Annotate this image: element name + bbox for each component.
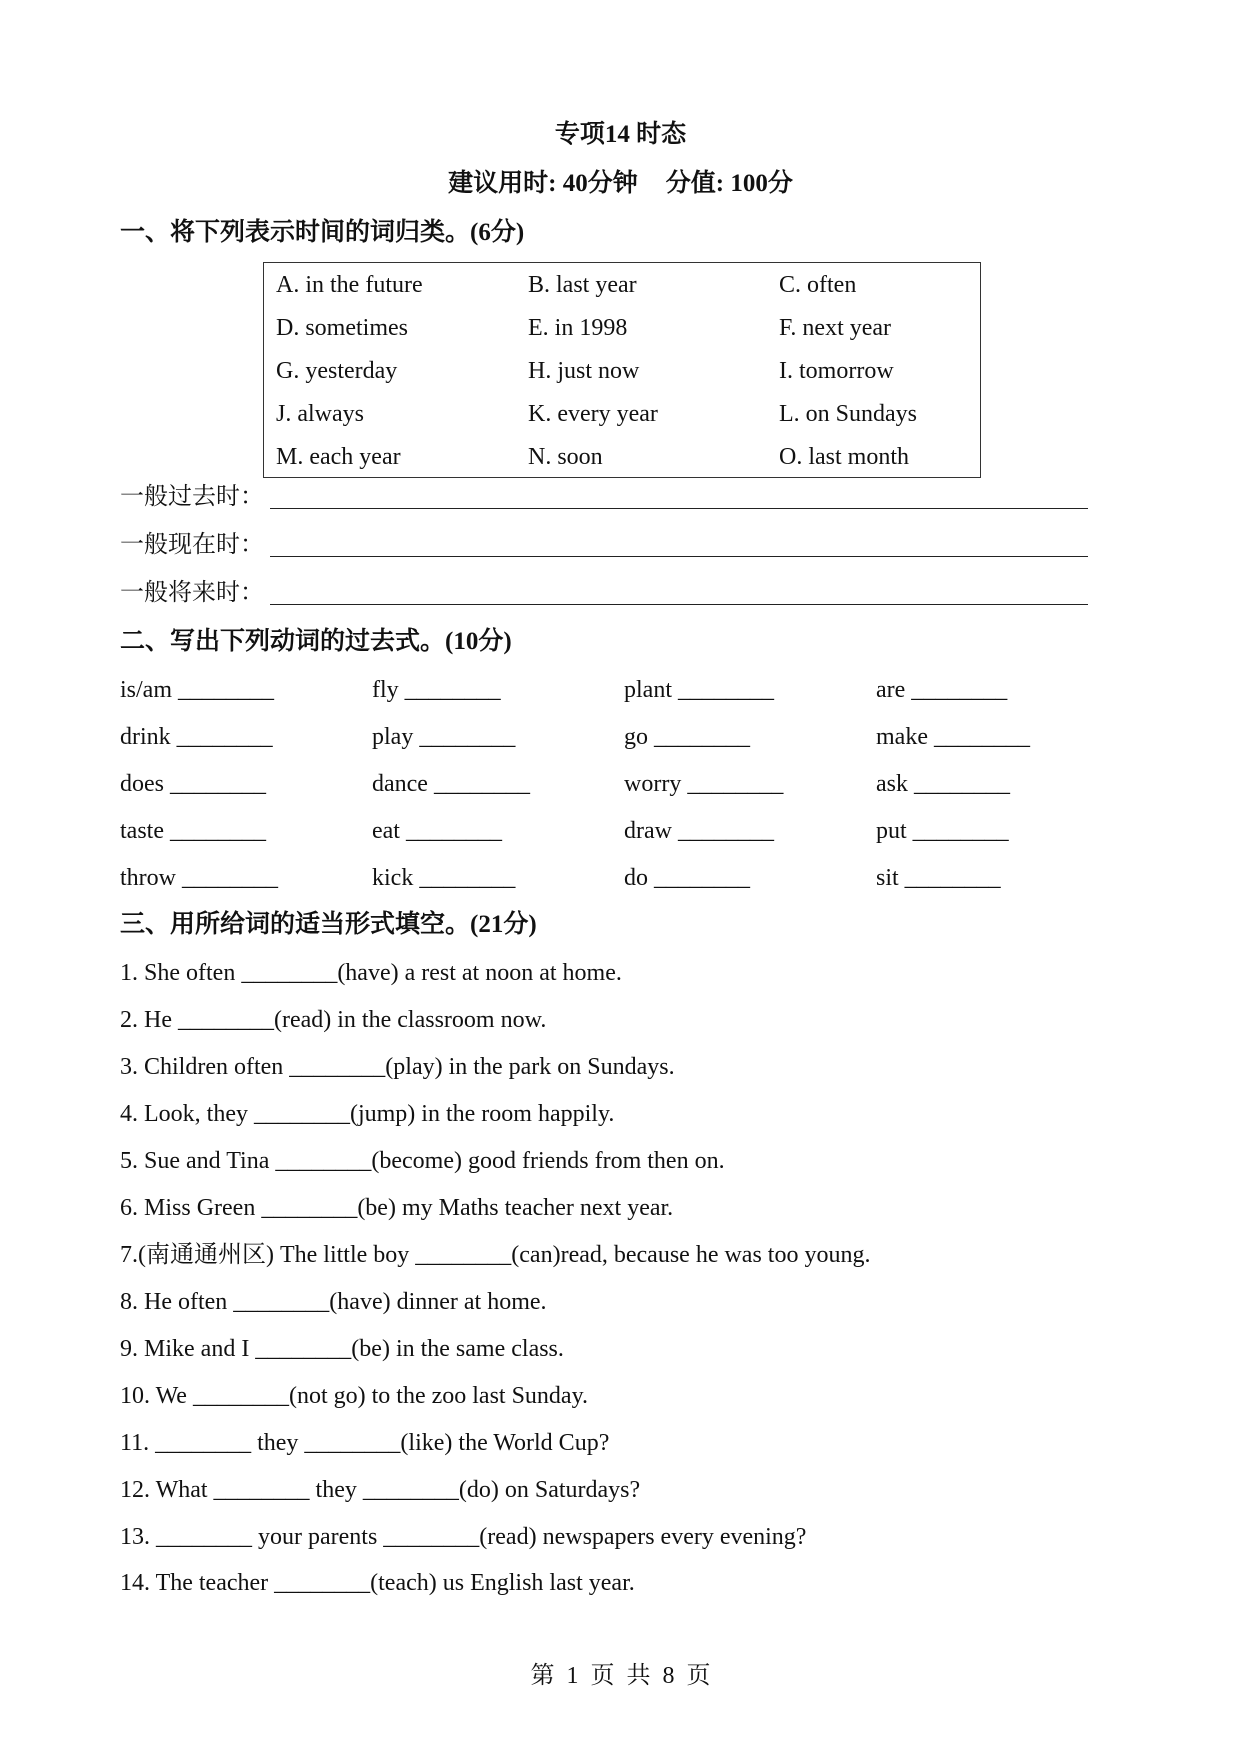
word-item: M. each year <box>276 444 401 470</box>
question-item[interactable]: 11. ________ they ________(like) the World Cup? <box>120 1430 610 1456</box>
question-item[interactable]: 6. Miss Green ________(be) my Maths teacher next year. <box>120 1195 674 1221</box>
word-item: N. soon <box>528 444 603 470</box>
category-future-label: 一般将来时： <box>120 580 264 606</box>
suggested-time: 建议用时: 40分钟 <box>448 170 638 197</box>
word-item: C. often <box>779 272 857 298</box>
word-item: D. sometimes <box>276 315 408 341</box>
page-title: 专项14 时态 <box>554 121 687 148</box>
category-past-answer-line[interactable] <box>270 508 1088 509</box>
question-item[interactable]: 1. She often ________(have) a rest at noon at home. <box>120 960 622 986</box>
word-item: I. tomorrow <box>779 358 894 384</box>
question-item[interactable]: 2. He ________(read) in the classroom now. <box>120 1007 547 1033</box>
verb-item[interactable]: put ________ <box>876 818 1009 844</box>
verb-item[interactable]: throw ________ <box>120 865 278 891</box>
total-score: 分值: 100分 <box>665 170 793 197</box>
word-item: A. in the future <box>276 272 423 298</box>
verb-item[interactable]: go ________ <box>624 724 750 750</box>
verb-item[interactable]: taste ________ <box>120 818 266 844</box>
word-item: K. every year <box>528 401 658 427</box>
category-present-answer-line[interactable] <box>270 556 1088 557</box>
question-item[interactable]: 13. ________ your parents ________(read) newspapers every evening? <box>120 1524 807 1550</box>
question-item[interactable]: 8. He often ________(have) dinner at home. <box>120 1289 547 1315</box>
verb-item[interactable]: draw ________ <box>624 818 774 844</box>
word-bank-box <box>263 262 981 478</box>
verb-item[interactable]: is/am ________ <box>120 677 274 703</box>
page-number: 第 1 页 共 8 页 <box>530 1663 711 1689</box>
word-item: J. always <box>276 401 364 427</box>
verb-item[interactable]: sit ________ <box>876 865 1001 891</box>
verb-item[interactable]: kick ________ <box>372 865 516 891</box>
question-item[interactable]: 7.(南通通州区) The little boy ________(can)read, because he was too young. <box>120 1242 871 1268</box>
verb-item[interactable]: drink ________ <box>120 724 273 750</box>
category-present-label: 一般现在时： <box>120 532 264 558</box>
word-item: B. last year <box>528 272 637 298</box>
category-future-answer-line[interactable] <box>270 604 1088 605</box>
verb-item[interactable]: eat ________ <box>372 818 502 844</box>
verb-item[interactable]: worry ________ <box>624 771 784 797</box>
verb-item[interactable]: are ________ <box>876 677 1008 703</box>
question-item[interactable]: 12. What ________ they ________(do) on Saturdays? <box>120 1477 641 1503</box>
question-item[interactable]: 5. Sue and Tina ________(become) good friends from then on. <box>120 1148 725 1174</box>
word-item: O. last month <box>779 444 909 470</box>
question-item[interactable]: 3. Children often ________(play) in the park on Sundays. <box>120 1054 675 1080</box>
word-item: F. next year <box>779 315 892 341</box>
question-item[interactable]: 10. We ________(not go) to the zoo last Sunday. <box>120 1383 589 1409</box>
verb-item[interactable]: dance ________ <box>372 771 530 797</box>
question-item[interactable]: 14. The teacher ________(teach) us English last year. <box>120 1570 635 1596</box>
section3-heading: 三、用所给词的适当形式填空。(21分) <box>120 911 537 938</box>
page-subtitle <box>0 167 1241 201</box>
question-item[interactable]: 4. Look, they ________(jump) in the room happily. <box>120 1101 615 1127</box>
word-item: L. on Sundays <box>779 401 917 427</box>
word-item: H. just now <box>528 358 640 384</box>
word-item: E. in 1998 <box>528 315 628 341</box>
word-item: G. yesterday <box>276 358 398 384</box>
section2-heading: 二、写出下列动词的过去式。(10分) <box>120 628 512 655</box>
verb-item[interactable]: do ________ <box>624 865 750 891</box>
question-item[interactable]: 9. Mike and I ________(be) in the same class. <box>120 1336 564 1362</box>
section1-heading: 一、将下列表示时间的词归类。(6分) <box>120 219 525 246</box>
verb-item[interactable]: ask ________ <box>876 771 1010 797</box>
verb-item[interactable]: plant ________ <box>624 677 774 703</box>
verb-item[interactable]: make ________ <box>876 724 1030 750</box>
verb-item[interactable]: does ________ <box>120 771 266 797</box>
category-past-label: 一般过去时： <box>120 484 264 510</box>
verb-item[interactable]: play ________ <box>372 724 516 750</box>
verb-item[interactable]: fly ________ <box>372 677 501 703</box>
